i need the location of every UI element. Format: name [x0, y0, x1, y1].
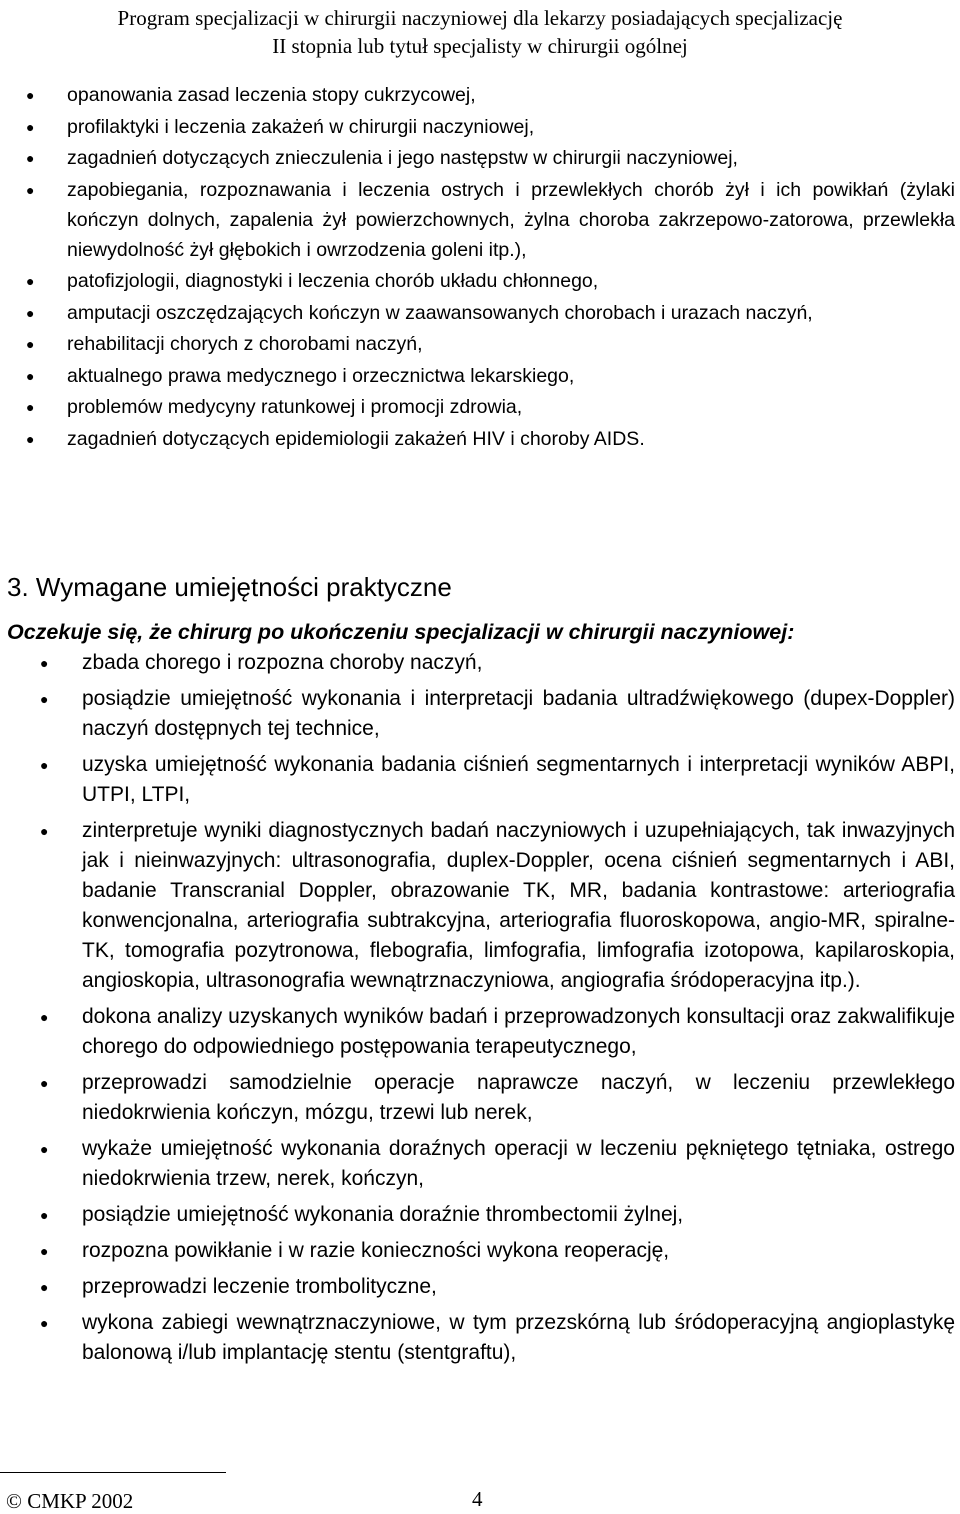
list-item [0, 648, 960, 678]
bullet-icon: ● [40, 1141, 49, 1157]
list-item-text: przeprowadzi leczenie trombolityczne, [82, 1275, 437, 1298]
section-intro: Oczekuje się, że chirurg po ukończeniu specjalizacji w chirurgii naczyniowej: [7, 620, 795, 644]
list-item-text: zinterpretuje wyniki diagnostycznych badań naczyniowych i uzupełniających, tak inwazyjnych jak i nieinwazyjnych: ultrasonografia, duplex-Doppler, ocena ciśnień segmentarnych i ABI, badanie Transcranial Doppler, obrazowanie TK, MR, badania kontrastowe: arteriografia konwencjonalna, arteriografia subtrakcyjna, arteriografia fluoroskopowa, angio-MR, spiralne-TK, tomografia pozytronowa, flebografia, limfografia, limfografia izotopowa, kapilaroskopia, angioskopia, ultrasonografia wewnątrznaczyniowa, angiografia śródoperacyjna itp.). [82, 819, 955, 992]
list-item [0, 816, 960, 996]
list-item [0, 1272, 960, 1302]
list-item-text: rehabilitacji chorych z chorobami naczyń, [67, 333, 423, 355]
bullet-icon: ● [26, 150, 35, 166]
list-item-text: aktualnego prawa medycznego i orzecznictwa lekarskiego, [67, 364, 575, 387]
bullet-icon: ● [40, 1207, 49, 1223]
list-item [0, 684, 960, 744]
bullet-icon: ● [26, 399, 35, 415]
page-header [0, 4, 960, 60]
list-item [0, 329, 960, 359]
list-item-text: rozpozna powikłanie i w razie konieczności wykona reoperację, [82, 1239, 670, 1262]
list-item-text: posiądzie umiejętność wykonania i interpretacji badania ultradźwiękowego (dupex-Doppler) naczyń dostępnych tej technice, [82, 687, 955, 740]
list-item [0, 266, 960, 296]
list-item-text: amputacji oszczędzających kończyn w zaawansowanych chorobach i urazach naczyń, [67, 301, 813, 324]
knowledge-list [0, 80, 960, 455]
list-item-text: zagadnień dotyczących znieczulenia i jego następstw w chirurgii naczyniowej, [67, 147, 738, 169]
list-item [0, 80, 960, 110]
footer-copyright: © CMKP 2002 [6, 1489, 134, 1513]
list-item-text: zbada chorego i rozpozna choroby naczyń, [82, 651, 483, 674]
page-number: 4 [472, 1487, 483, 1511]
bullet-icon: ● [40, 1315, 49, 1331]
list-item [0, 392, 960, 422]
list-item-text: zagadnień dotyczących epidemiologii zakażeń HIV i choroby AIDS. [67, 427, 645, 450]
list-item-text: opanowania zasad leczenia stopy cukrzycowej, [67, 84, 476, 106]
section-heading: 3. Wymagane umiejętności praktyczne [7, 572, 452, 602]
bullet-icon: ● [26, 367, 35, 384]
list-item [0, 143, 960, 173]
bullet-icon: ● [40, 1243, 49, 1259]
list-item [0, 1236, 960, 1266]
list-item [0, 1134, 960, 1194]
skills-list [0, 648, 960, 1374]
bullet-icon: ● [40, 757, 49, 773]
list-item [0, 361, 960, 391]
bullet-icon: ● [40, 655, 49, 671]
list-item-text: wykona zabiegi wewnątrznaczyniowe, w tym przezskórną lub śródoperacyjną angioplastykę balonową i/lub implantację stentu (stentgraftu), [82, 1311, 955, 1364]
bullet-icon: ● [40, 823, 49, 839]
list-item-text: dokona analizy uzyskanych wyników badań i przeprowadzonych konsultacji oraz zakwalifikuje chorego do odpowiedniego postępowania terapeutycznego, [82, 1005, 955, 1058]
footer-divider [0, 1472, 226, 1473]
bullet-icon: ● [26, 87, 35, 103]
list-item-text: zapobiegania, rozpoznawania i leczenia ostrych i przewlekłych chorób żył i ich powikłań (żylaki kończyn dolnych, zapalenia żył powierzchownych, żylna choroba zakrzepowo-zatorowa, przewlekła niewydolność żył głębokich i owrzodzenia goleni itp.), [67, 178, 955, 261]
bullet-icon: ● [26, 181, 35, 198]
list-item [0, 1002, 960, 1062]
bullet-icon: ● [40, 1279, 49, 1295]
list-item [0, 1068, 960, 1128]
bullet-icon: ● [26, 430, 35, 447]
list-item-text: wykaże umiejętność wykonania doraźnych operacji w leczeniu pękniętego tętniaka, ostrego niedokrwienia trzew, nerek, kończyn, [82, 1137, 955, 1190]
list-item-text: patofizjologii, diagnostyki i leczenia chorób układu chłonnego, [67, 270, 599, 292]
header-line-2: II stopnia lub tytuł specjalisty w chirurgii ogólnej [272, 34, 688, 58]
bullet-icon: ● [26, 304, 35, 321]
bullet-icon: ● [26, 273, 35, 289]
list-item-text: profilaktyki i leczenia zakażeń w chirurgii naczyniowej, [67, 115, 535, 138]
bullet-icon: ● [26, 336, 35, 352]
list-item [0, 750, 960, 810]
list-item [0, 424, 960, 454]
list-item [0, 1200, 960, 1230]
list-item [0, 1308, 960, 1368]
bullet-icon: ● [40, 1075, 49, 1091]
list-item-text: przeprowadzi samodzielnie operacje naprawcze naczyń, w leczeniu przewlekłego niedokrwienia kończyn, mózgu, trzewi lub nerek, [82, 1071, 955, 1124]
list-item [0, 175, 960, 265]
list-item-text: problemów medycyny ratunkowej i promocji zdrowia, [67, 396, 523, 418]
list-item-text: posiądzie umiejętność wykonania doraźnie thrombectomii żylnej, [82, 1203, 684, 1226]
list-item-text: uzyska umiejętność wykonania badania ciśnień segmentarnych i interpretacji wyników ABPI, UTPI, LTPI, [82, 753, 955, 806]
bullet-icon: ● [40, 691, 49, 707]
header-line-1: Program specjalizacji w chirurgii naczyniowej dla lekarzy posiadających specjalizację [117, 6, 843, 30]
bullet-icon: ● [40, 1009, 49, 1025]
list-item [0, 298, 960, 328]
list-item [0, 112, 960, 142]
bullet-icon: ● [26, 118, 35, 135]
